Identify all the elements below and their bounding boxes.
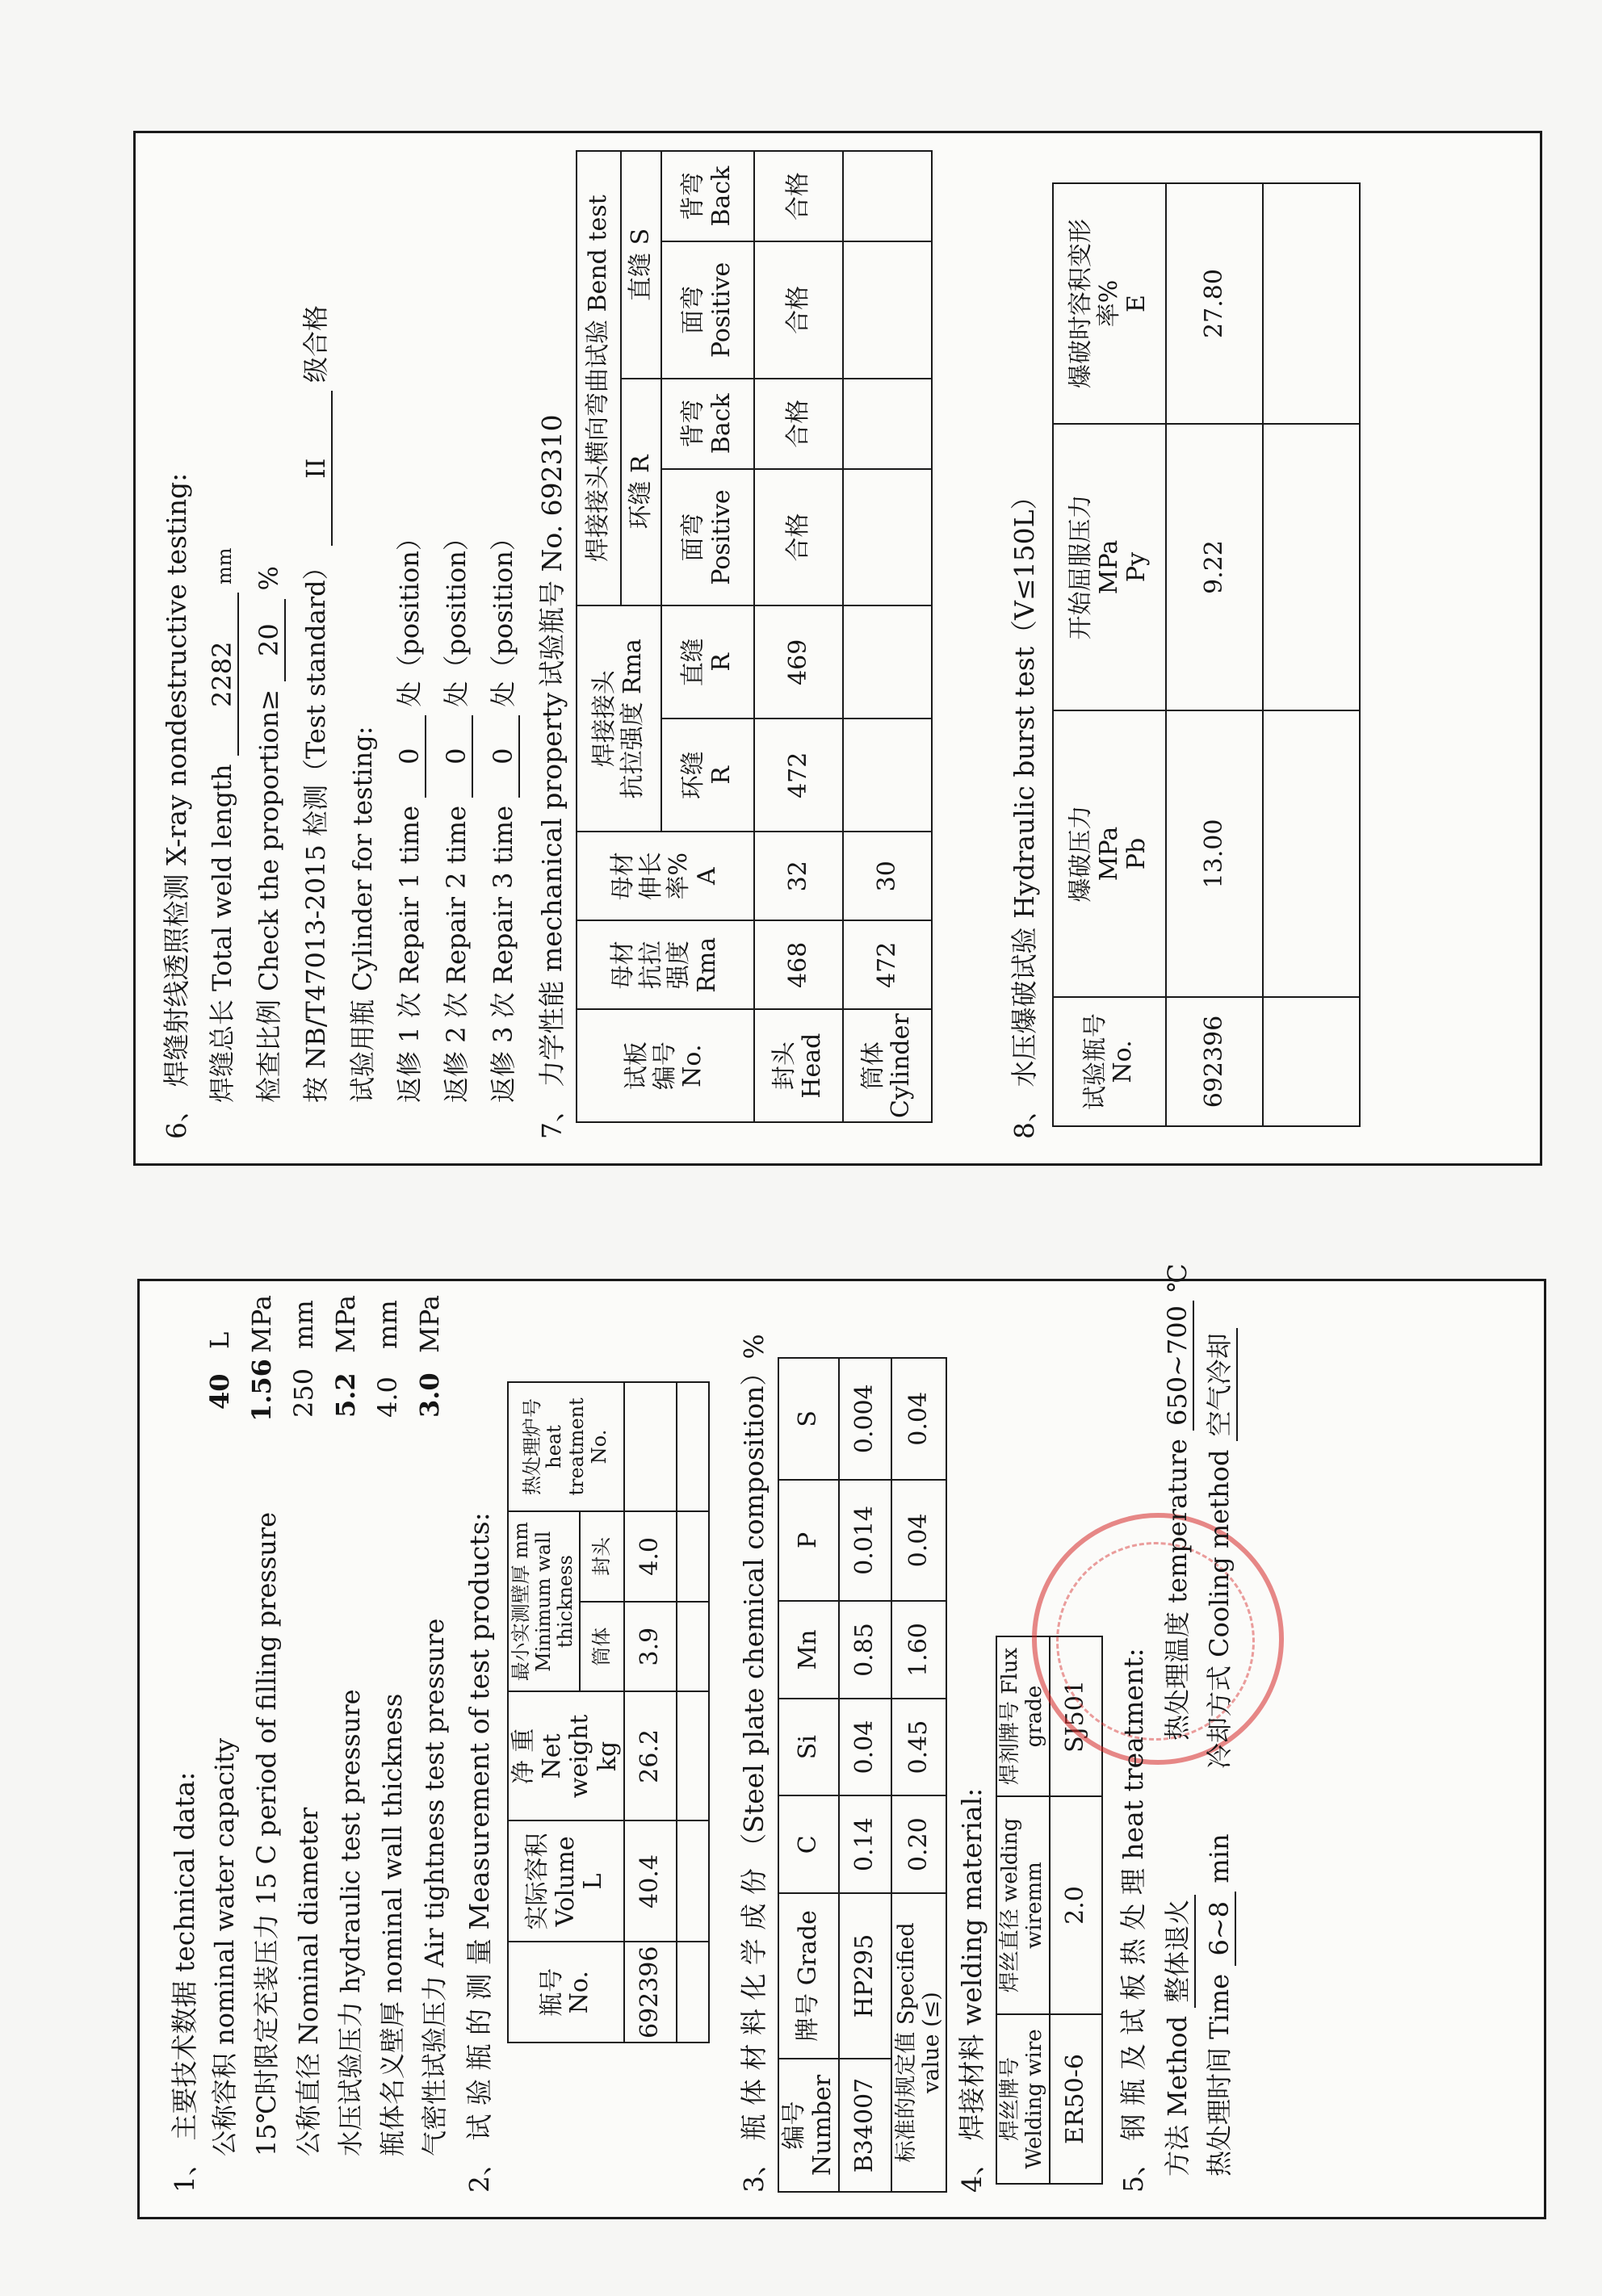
- tech-row-label: 气密性试验压力 Air tightness test pressure: [419, 1618, 450, 2156]
- header-weld-circ: 环缝 R: [661, 719, 754, 832]
- section-4-title: 4、 焊接材料 welding material:: [956, 1787, 988, 2193]
- cell-bottle-no: 692396: [624, 1942, 677, 2043]
- header-elongation: 母材 伸长 率% A: [577, 832, 754, 920]
- repair-value: 0: [441, 715, 473, 798]
- test-standard-line: [296, 305, 333, 1103]
- repair-label: 返修 2 次 Repair 2 time: [441, 805, 472, 1103]
- cell-heat-no: [624, 1382, 677, 1511]
- section-6-title: 6、 焊缝射线透照检测 X-ray nondestructive testing:: [161, 472, 192, 1139]
- cell-face-r: [843, 469, 932, 606]
- check-proportion-label: 检查比例 Check the proportion≥: [254, 689, 284, 1103]
- heat-time-line: [1199, 1833, 1236, 2177]
- cell-volume-deformation: 27.80: [1166, 183, 1263, 424]
- heat-time-value: 6~8: [1204, 1892, 1236, 1966]
- cell-back-s: [843, 151, 932, 241]
- test-bottle-number: 试验瓶号 No. 692310: [536, 414, 568, 687]
- spec-mn: 1.60: [891, 1601, 946, 1699]
- header-test-bottle: 试验瓶号 No.: [1053, 997, 1166, 1126]
- cell-rm: 468: [754, 920, 843, 1009]
- empty-cell: [1263, 183, 1360, 424]
- section-3-title: 3、 瓶 体 材 料 化 学 成 份 （Steel plate chemical composition）%: [738, 1334, 770, 2193]
- repair-suffix: 处（position）: [488, 525, 518, 707]
- weld-length-unit: mm: [213, 547, 236, 585]
- tech-row-label: 公称容积 nominal water capacity: [209, 1737, 240, 2156]
- empty-cell: [677, 1820, 709, 1942]
- cell-weight: 26.2: [624, 1691, 677, 1820]
- cell-welding-wire: ER50-6: [1050, 2014, 1102, 2184]
- repair-2-line: [436, 525, 473, 1103]
- header-weld-long: 直缝 R: [661, 605, 754, 719]
- header-bend-test: 焊接接头横向弯曲试验 Bend test: [577, 151, 621, 605]
- tech-row-label: 15℃时限定充装压力 15 C period of filling pressure: [251, 1511, 282, 2156]
- cell-weld-circ: 472: [754, 719, 843, 832]
- repair-1-line: [389, 525, 426, 1103]
- header-c: C: [778, 1795, 839, 1893]
- empty-cell: [677, 1602, 709, 1692]
- cooling-value: 空气冷却: [1199, 1328, 1238, 1441]
- repair-label: 返修 3 次 Repair 3 time: [488, 805, 518, 1103]
- empty-cell: [1263, 997, 1360, 1126]
- header-body: 筒体: [580, 1602, 624, 1692]
- heat-temp-label: 热处理温度 temperature: [1162, 1439, 1193, 1741]
- repair-label: 返修 1 次 Repair 1 time: [394, 805, 425, 1103]
- tech-row-unit: mm: [288, 1300, 319, 1349]
- burst-test-table: [1052, 182, 1361, 1127]
- cell-back-r: [843, 379, 932, 469]
- header-bottle-no: 瓶号 No.: [508, 1942, 624, 2043]
- header-welding-wire: 焊丝牌号 Welding wire: [996, 2014, 1050, 2184]
- spec-p: 0.04: [891, 1480, 946, 1602]
- header-p: P: [778, 1480, 839, 1602]
- section-8-title: 8、 水压爆破试验 Hydraulic burst test（V≤150L）: [1009, 483, 1040, 1139]
- cell-face-s: [843, 241, 932, 379]
- cell-flux-grade: SJ501: [1050, 1636, 1102, 1796]
- weld-length-line: [202, 548, 239, 1103]
- repair-suffix: 处（position）: [441, 525, 472, 707]
- header-weld-tensile: 焊接接头 抗拉强度 Rma: [577, 605, 661, 832]
- cell-back-s: 合格: [754, 151, 843, 241]
- empty-cell: [677, 1942, 709, 2043]
- cylinder-for-testing-label: 试验用瓶 Cylinder for testing:: [347, 726, 378, 1103]
- header-base-tensile: 母材 抗拉 强度 Rma: [577, 920, 754, 1009]
- tech-row-value: 1.56: [246, 1359, 277, 1422]
- tech-row-value: 250: [288, 1368, 319, 1418]
- cell-s: 0.004: [839, 1358, 891, 1480]
- header-net-weight: 净 重 Net weight kg: [508, 1691, 624, 1820]
- repair-3-line: [483, 525, 520, 1103]
- heat-time-label: 热处理时间 Time: [1204, 1973, 1235, 2177]
- spec-s: 0.04: [891, 1358, 946, 1480]
- header-wire-diameter: 焊丝直径 welding wiremm: [996, 1796, 1050, 2014]
- empty-cell: [677, 1382, 709, 1511]
- test-standard-suffix: 级合格: [300, 305, 331, 383]
- cooling-line: [1199, 1328, 1238, 1769]
- chemical-composition-table: [778, 1357, 947, 2193]
- tech-row-label: 瓶体名义壁厚 nominal wall thickness: [377, 1693, 408, 2156]
- header-volume-deformation: 爆破时容积变形 率% E: [1053, 183, 1166, 424]
- right-panel: [133, 131, 1542, 1166]
- header-back-bend-s: 背弯 Back: [661, 151, 754, 241]
- repair-value: 0: [488, 715, 520, 798]
- repair-value: 0: [394, 715, 426, 798]
- row-label-cylinder: 筒体 Cylinder: [843, 1009, 932, 1122]
- header-yield-pressure: 开始屈服压力 MPa Py: [1053, 424, 1166, 710]
- header-s: S: [778, 1358, 839, 1480]
- header-grade: 牌号 Grade: [778, 1893, 839, 2059]
- spec-si: 0.45: [891, 1699, 946, 1796]
- tech-row-label: 公称直径 Nominal diameter: [293, 1807, 324, 2156]
- cell-face-s: 合格: [754, 241, 843, 379]
- check-proportion-value: 20: [254, 599, 286, 681]
- header-bend-long: 直缝 S: [621, 151, 661, 379]
- header-plate-no: 试板 编号 No.: [577, 1009, 754, 1122]
- cell-back-r: 合格: [754, 379, 843, 469]
- check-proportion-line: [249, 566, 286, 1103]
- header-face-bend-s: 面弯 Positive: [661, 241, 754, 379]
- cell-c: 0.14: [839, 1795, 891, 1893]
- mechanical-property-table: [576, 150, 933, 1123]
- header-volume: 实际容积 Volume L: [508, 1820, 624, 1942]
- cell-elongation: 30: [843, 832, 932, 920]
- heat-temp-unit: ℃: [1162, 1263, 1193, 1293]
- empty-cell: [677, 1691, 709, 1820]
- tech-row-unit: MPa: [414, 1295, 445, 1353]
- measurement-table: [507, 1381, 710, 2043]
- cell-head-thickness: 4.0: [624, 1511, 677, 1602]
- heat-method-label: 方法 Method: [1162, 2015, 1193, 2177]
- cell-wire-diameter: 2.0: [1050, 1796, 1102, 2014]
- cell-body-thickness: 3.9: [624, 1602, 677, 1692]
- empty-cell: [677, 1511, 709, 1602]
- check-proportion-unit: %: [254, 566, 284, 591]
- cell-p: 0.014: [839, 1480, 891, 1602]
- cell-burst-pressure: 13.00: [1166, 710, 1263, 997]
- header-number: 编号 Number: [778, 2059, 839, 2192]
- header-flux-grade: 焊剂牌号 Flux grade: [996, 1636, 1050, 1796]
- left-panel: [137, 1263, 1546, 2219]
- spec-c: 0.20: [891, 1795, 946, 1893]
- heat-method-line: [1157, 1895, 1196, 2177]
- section-7-title: 7、 力学性能 mechanical property: [536, 692, 568, 1139]
- spec-label: 标准的规定值 Specified value (≤): [891, 1893, 946, 2192]
- row-label-head: 封头 Head: [754, 1009, 843, 1122]
- cell-test-bottle: 692396: [1166, 997, 1263, 1126]
- cooling-label: 冷却方式 Cooling method: [1204, 1449, 1235, 1769]
- heat-temp-line: [1157, 1263, 1194, 1741]
- weld-length-label: 焊缝总长 Total weld length: [207, 764, 237, 1103]
- heat-temp-value: 650~700: [1162, 1301, 1194, 1431]
- tech-row-value: 4.0: [372, 1376, 403, 1418]
- cell-number: B34007: [839, 2059, 891, 2192]
- section-5-title: 5、 钢 瓶 及 试 板 热 处 理 heat treatment:: [1118, 1648, 1149, 2193]
- section-2-title: 2、 试 验 瓶 的 测 量 Measurement of test products:: [463, 1512, 495, 2193]
- test-standard-grade: II: [300, 391, 333, 546]
- weld-length-value: 2282: [207, 593, 239, 756]
- header-bend-circ: 环缝 R: [621, 379, 661, 606]
- tech-row-unit: mm: [372, 1300, 403, 1349]
- cell-rm: 472: [843, 920, 932, 1009]
- header-heat-treatment-no: 热处理炉号 heat treatment No.: [508, 1382, 624, 1511]
- tech-row-value: 40: [204, 1373, 235, 1410]
- cell-weld-circ: [843, 719, 932, 832]
- header-face-bend-r: 面弯 Positive: [661, 469, 754, 606]
- tech-row-label: 水压试验压力 hydraulic test pressure: [335, 1689, 366, 2156]
- cell-weld-long: 469: [754, 605, 843, 719]
- tech-row-unit: MPa: [246, 1295, 277, 1353]
- header-min-wall: 最小实测壁厚 mm Minimum wall thickness: [508, 1511, 580, 1691]
- test-standard-label: 按 NB/T47013-2015 检测（Test standard）: [300, 554, 331, 1103]
- empty-cell: [1263, 710, 1360, 997]
- repair-suffix: 处（position）: [394, 525, 425, 707]
- tech-row-unit: L: [204, 1331, 235, 1349]
- cell-face-r: 合格: [754, 469, 843, 606]
- header-head: 封头: [580, 1511, 624, 1602]
- cell-volume: 40.4: [624, 1820, 677, 1942]
- tech-row-unit: MPa: [330, 1295, 361, 1353]
- cell-yield-pressure: 9.22: [1166, 424, 1263, 710]
- cell-elongation: 32: [754, 832, 843, 920]
- heat-time-unit: min: [1204, 1833, 1235, 1883]
- header-si: Si: [778, 1699, 839, 1796]
- cell-si: 0.04: [839, 1699, 891, 1796]
- header-burst-pressure: 爆破压力 MPa Pb: [1053, 710, 1166, 997]
- header-back-bend-r: 背弯 Back: [661, 379, 754, 469]
- tech-row-value: 5.2: [330, 1372, 361, 1418]
- section-1-title: 1、 主要技术数据 technical data:: [169, 1771, 200, 2193]
- cell-mn: 0.85: [839, 1601, 891, 1699]
- cell-weld-long: [843, 605, 932, 719]
- header-mn: Mn: [778, 1601, 839, 1699]
- cell-grade: HP295: [839, 1893, 891, 2059]
- tech-row-value: 3.0: [414, 1372, 445, 1418]
- heat-method-value: 整体退火: [1157, 1895, 1196, 2008]
- empty-cell: [1263, 424, 1360, 710]
